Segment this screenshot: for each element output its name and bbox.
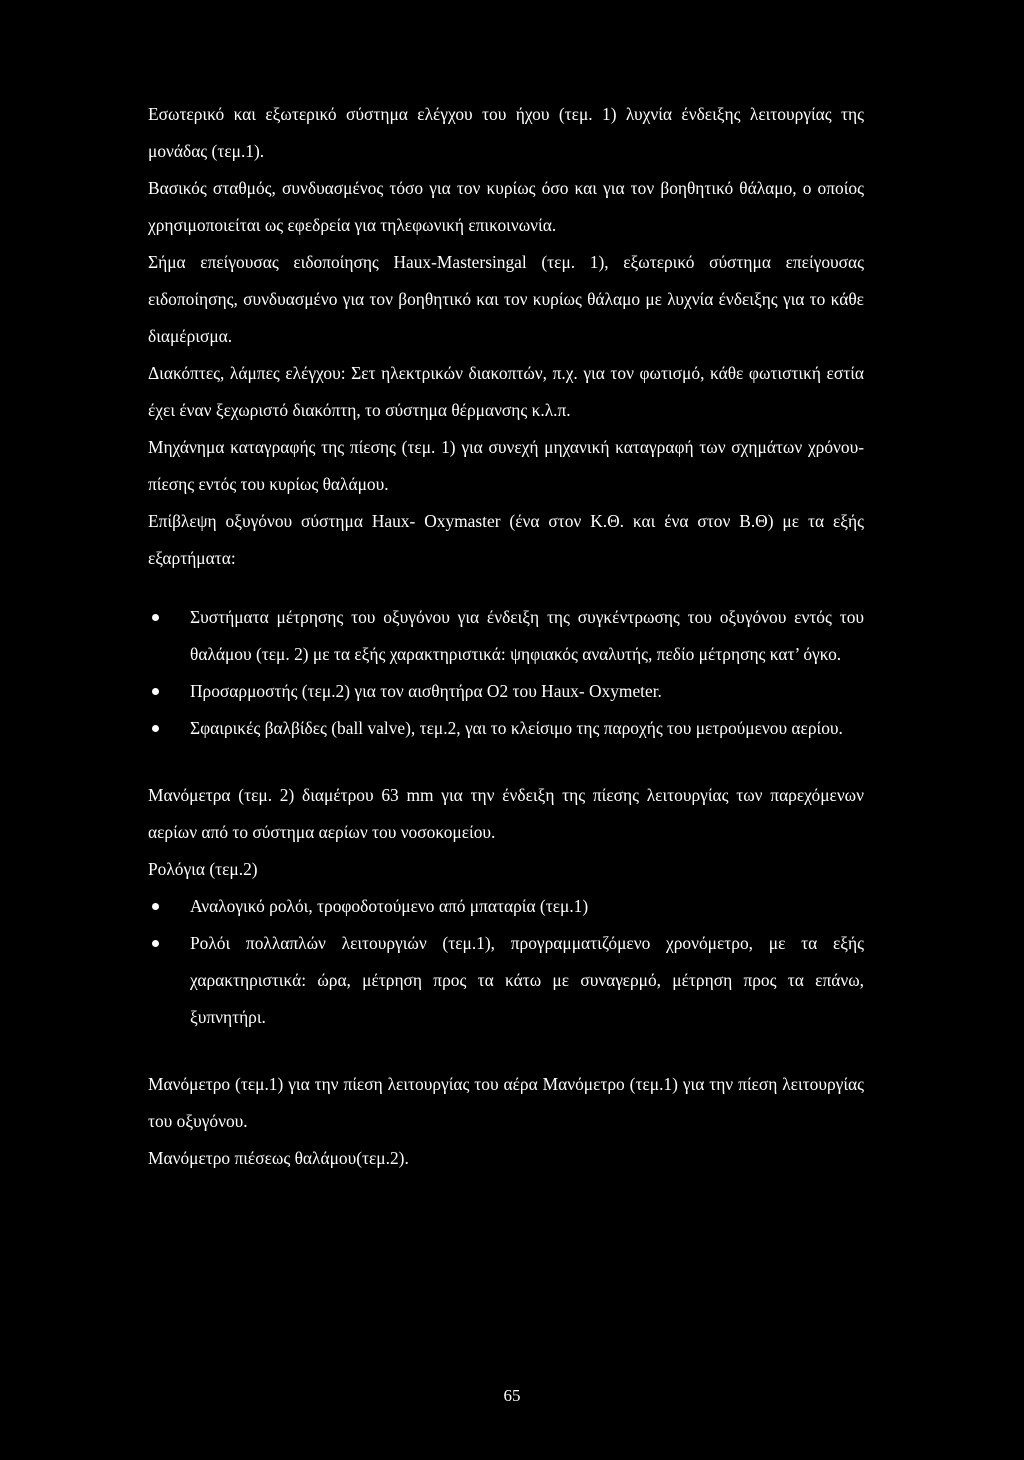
list-item-text: Συστήματα μέτρησης του οξυγόνου για ένδειξη της συγκέντρωσης του οξυγόνου εντός του θαλάμου (τεμ. 2) με τα εξής χαρακτηριστικά: ψηφιακός αναλυτής, πεδίο μέτρησης κατ’ όγκο. — [190, 607, 864, 664]
list-item-text: Ρολόι πολλαπλών λειτουργιών (τεμ.1), προγραμματιζόμενο χρονόμετρο, με τα εξής χαρακτηριστικά: ώρα, μέτρηση προς τα κάτω με συναγερμό, μέτρηση προς τα επάνω, ξυπνητήρι. — [190, 933, 864, 1027]
list-item-text: Προσαρμοστής (τεμ.2) για τον αισθητήρα O2 του Haux- Oxymeter. — [190, 681, 662, 701]
paragraph-base-station: Βασικός σταθμός, συνδυασμένος τόσο για τον κυρίως όσο και για τον βοηθητικό θάλαμο, ο οποίος χρησιμοποιείται ως εφεδρεία για τηλεφωνική επικοινωνία. — [148, 178, 864, 235]
paragraph-clocks-heading: Ρολόγια (τεμ.2) — [148, 859, 258, 879]
clocks-list — [148, 888, 864, 1036]
bullet-icon — [152, 903, 159, 910]
paragraph-sound-control: Εσωτερικό και εξωτερικό σύστημα ελέγχου του ήχου (τεμ. 1) λυχνία ένδειξης λειτουργίας της μονάδας (τεμ.1). — [148, 104, 864, 161]
document-body — [148, 96, 864, 1177]
bullet-icon — [152, 614, 159, 621]
paragraph-switches: Διακόπτες, λάμπες ελέγχου: Σετ ηλεκτρικών διακοπτών, π.χ. για τον φωτισμό, κάθε φωτιστική εστία έχει έναν ξεχωριστό διακόπτη, το σύστημα θέρμανσης κ.λ.π. — [148, 363, 864, 420]
spacer — [148, 577, 864, 599]
paragraph-pressure-recorder: Μηχάνημα καταγραφής της πίεσης (τεμ. 1) για συνεχή μηχανική καταγραφή των σχημάτων χρόνου- πίεσης εντός του κυρίως θαλάμου. — [148, 437, 864, 494]
bullet-icon — [152, 940, 159, 947]
list-item — [148, 673, 864, 710]
list-item-text: Αναλογικό ρολόι, τροφοδοτούμενο από μπαταρία (τεμ.1) — [190, 896, 589, 916]
bullet-icon — [152, 688, 159, 695]
list-item — [148, 599, 864, 673]
spacer — [148, 1036, 864, 1066]
list-item-text: Σφαιρικές βαλβίδες (ball valve), τεμ.2, γαι το κλείσιμο της παροχής του μετρούμενου αερίου. — [190, 718, 843, 738]
list-item — [148, 710, 864, 747]
paragraph-air-oxygen-manometers: Μανόμετρο (τεμ.1) για την πίεση λειτουργίας του αέρα Μανόμετρο (τεμ.1) για την πίεση λειτουργίας του οξυγόνου. — [148, 1074, 864, 1131]
paragraph-manometers: Μανόμετρα (τεμ. 2) διαμέτρου 63 mm για την ένδειξη της πίεσης λειτουργίας των παρεχόμενων αερίων από το σύστημα αερίων του νοσοκομείου. — [148, 785, 864, 842]
spacer — [148, 747, 864, 777]
oxygen-components-list — [148, 599, 864, 747]
paragraph-emergency-signal: Σήμα επείγουσας ειδοποίησης Haux-Mastersingal (τεμ. 1), εξωτερικό σύστημα επείγουσας ειδοποίησης, συνδυασμένο για τον βοηθητικό και τον κυρίως θάλαμο με λυχνία ένδειξης για το κάθε διαμέρισμα. — [148, 252, 864, 346]
list-item — [148, 888, 864, 925]
bullet-icon — [152, 725, 159, 732]
paragraph-oxygen-monitoring: Επίβλεψη οξυγόνου σύστημα Haux- Oxymaster (ένα στον Κ.Θ. και ένα στον Β.Θ) με τα εξής εξαρτήματα: — [148, 511, 864, 568]
page-number: 65 — [503, 1386, 521, 1405]
paragraph-chamber-manometer: Μανόμετρο πιέσεως θαλάμου(τεμ.2). — [148, 1148, 409, 1168]
list-item — [148, 925, 864, 1036]
